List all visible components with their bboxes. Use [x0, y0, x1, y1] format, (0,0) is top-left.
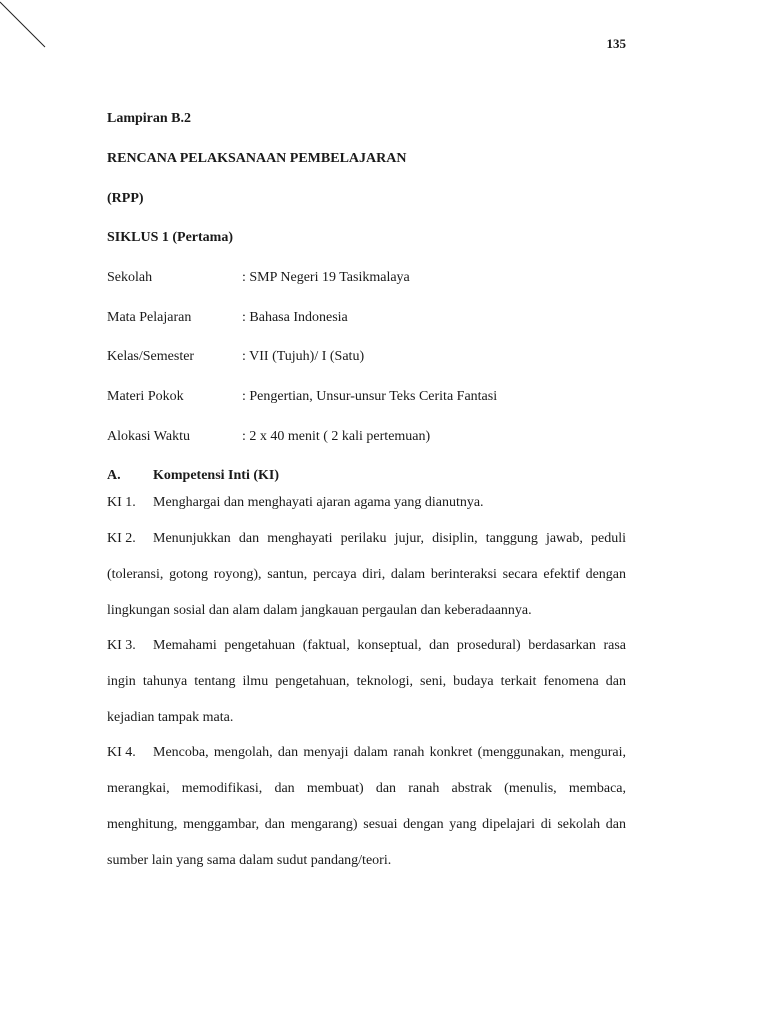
ki-code: KI 3.	[107, 638, 136, 653]
ki-text: Memahami pengetahuan (faktual, konseptual, dan prosedural) berdasarkan rasa ingin tahunya tentang ilmu pengetahuan, teknologi, seni, budaya terkait fenomena dan kejadian tampak mata.	[107, 638, 626, 725]
info-row-school	[107, 270, 626, 286]
ki-2	[107, 521, 626, 629]
section-title: Kompetensi Inti (KI)	[153, 468, 279, 483]
info-value: : VII (Tujuh)/ I (Satu)	[242, 349, 365, 364]
section-a-heading	[107, 468, 279, 484]
info-label: Mata Pelajaran	[107, 310, 192, 325]
info-label: Kelas/Semester	[107, 349, 195, 364]
cycle-label: SIKLUS 1 (Pertama)	[107, 230, 233, 245]
appendix-label: Lampiran B.2	[107, 111, 192, 126]
info-value: : Pengertian, Unsur-unsur Teks Cerita Fantasi	[242, 389, 498, 404]
info-value: : Bahasa Indonesia	[242, 310, 348, 325]
ki-code: KI 2.	[107, 531, 136, 546]
info-value: : 2 x 40 menit ( 2 kali pertemuan)	[242, 429, 431, 444]
ki-1	[107, 485, 626, 521]
ki-text: Menghargai dan menghayati ajaran agama yang dianutnya.	[153, 495, 484, 510]
ki-text: Menunjukkan dan menghayati perilaku jujur, disiplin, tanggung jawab, peduli (toleransi, gotong royong), santun, percaya diri, dalam berinteraksi secara efektif dengan lingkungan sosial dan alam dalam jangkauan pergaulan dan keberadaannya.	[107, 531, 626, 618]
page-number: 135	[606, 36, 626, 51]
section-letter: A.	[107, 468, 121, 483]
ki-code: KI 1.	[107, 495, 136, 510]
info-row-class	[107, 349, 626, 365]
info-label: Sekolah	[107, 270, 153, 285]
info-row-topic	[107, 389, 626, 405]
corner-fold-line	[0, 0, 50, 50]
ki-3	[107, 628, 626, 736]
info-label: Materi Pokok	[107, 389, 184, 404]
document-title: RENCANA PELAKSANAAN PEMBELAJARAN	[107, 151, 407, 166]
info-value: : SMP Negeri 19 Tasikmalaya	[242, 270, 410, 285]
ki-text: Mencoba, mengolah, dan menyaji dalam ranah konkret (menggunakan, mengurai, merangkai, memodifikasi, dan membuat) dan ranah abstrak (menulis, membaca, menghitung, menggambar, dan mengarang) sesuai dengan yang dipelajari di sekolah dan sumber lain yang sama dalam sudut pandang/teori.	[107, 745, 626, 868]
info-label: Alokasi Waktu	[107, 429, 190, 444]
ki-4	[107, 735, 626, 879]
document-abbreviation: (RPP)	[107, 191, 144, 206]
info-row-time	[107, 429, 626, 445]
ki-code: KI 4.	[107, 745, 136, 760]
info-row-subject	[107, 310, 626, 326]
